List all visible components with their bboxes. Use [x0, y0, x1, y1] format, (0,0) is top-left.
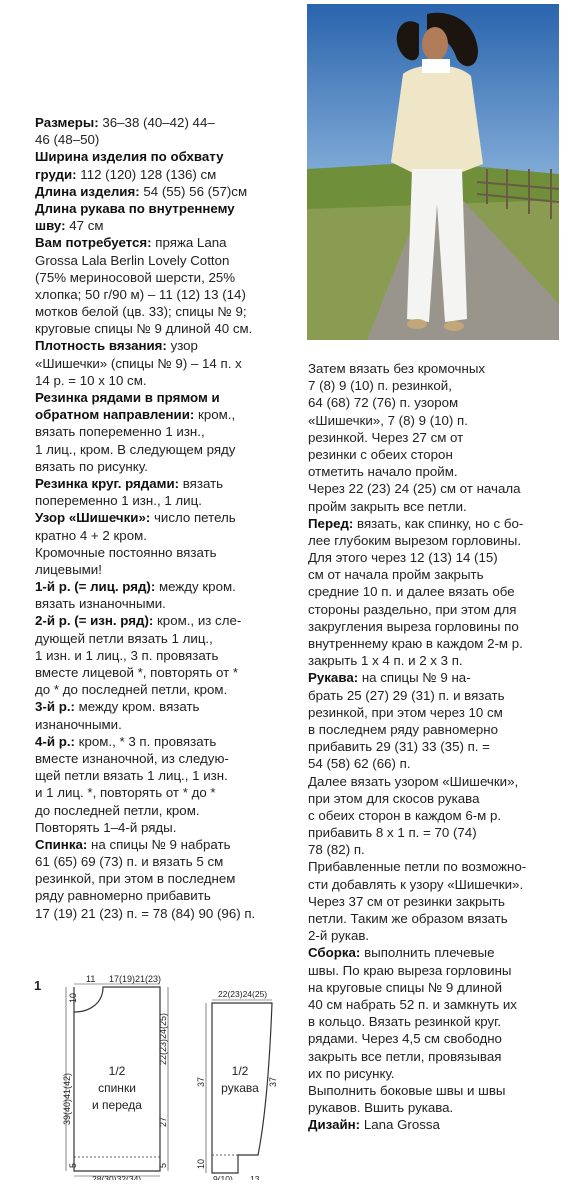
bold-lead: Узор «Шишечки»: — [35, 510, 151, 526]
right-column-line — [308, 962, 570, 979]
line-text: «Шишечки» (спицы № 9) – 14 п. х — [35, 355, 242, 371]
line-text: 17 (19) 21 (23) п. = 78 (84) 90 (96) п. — [35, 905, 256, 921]
line-text: изнаночными. — [35, 716, 122, 732]
line-text: Выполнить боковые швы и швы — [308, 1082, 506, 1098]
right-column-line — [308, 944, 570, 961]
left-column-line — [35, 750, 293, 767]
dim-rib: 5 — [158, 1162, 168, 1168]
left-column-line — [35, 286, 293, 303]
left-column-line — [35, 234, 293, 251]
line-text: щей петли вязать 1 лиц., 1 изн. — [35, 768, 228, 784]
sleeve-label-1: 1/2 — [231, 1064, 249, 1078]
line-text: резинки с обеих сторон — [308, 446, 453, 462]
line-text: кратно 4 + 2 кром. — [35, 527, 147, 543]
line-text: отметить начало пройм. — [308, 464, 458, 480]
line-text: в кольцо. Вязать резинкой круг. — [308, 1014, 502, 1030]
right-column-line — [308, 601, 570, 618]
left-column-line — [35, 148, 293, 165]
right-column-line — [308, 498, 570, 515]
bold-lead: 4-й р.: — [35, 733, 75, 749]
line-text: Lana Grossa — [360, 1117, 440, 1133]
left-column-line — [35, 612, 293, 629]
right-column-line — [308, 1099, 570, 1116]
right-column-line — [308, 738, 570, 755]
bold-lead: Плотность вязания: — [35, 338, 167, 354]
left-column-line — [35, 630, 293, 647]
line-text: рукавов. Вшить рукава. — [308, 1100, 454, 1116]
line-text: пройм закрыть все петли. — [308, 498, 467, 514]
line-text: прибавить 29 (31) 33 (35) п. = — [308, 739, 490, 755]
right-column-line — [308, 1048, 570, 1065]
bold-lead: Спинка: — [35, 836, 88, 852]
left-column-line — [35, 320, 293, 337]
dim-sleeve-len: 37 — [196, 1076, 206, 1087]
line-text: «Шишечки», 7 (8) 9 (10) п. — [308, 412, 468, 428]
right-column-line — [308, 1013, 570, 1030]
line-text: до * до последней петли, кром. — [35, 682, 228, 698]
left-column-line — [35, 647, 293, 664]
line-text: лицевыми! — [35, 561, 102, 577]
line-text: внутреннему краю в каждом 2-м р. — [308, 636, 523, 651]
left-column-line — [35, 595, 293, 612]
line-text: 64 (68) 72 (76) п. узором — [308, 395, 459, 411]
dim-neck: 10 — [68, 992, 78, 1003]
left-column-line — [35, 252, 293, 269]
right-column-line — [308, 394, 570, 411]
left-column-line — [35, 492, 293, 509]
line-text: 1 лиц., кром. В следующем ряду — [35, 441, 236, 457]
line-text: между кром. вязать — [74, 699, 200, 715]
right-column-line — [308, 1082, 570, 1099]
line-text: 7 (8) 9 (10) п. резинкой, — [308, 378, 452, 394]
right-column-line — [308, 773, 570, 790]
line-text: средние 10 п. и далее вязать обе — [308, 584, 515, 600]
bold-lead: 3-й р.: — [35, 699, 75, 715]
left-column-line — [35, 544, 293, 561]
line-text: 112 (120) 128 (136) см — [76, 166, 217, 182]
line-text: выполнить плечевые — [360, 945, 495, 961]
line-text: 78 (82) п. — [308, 842, 365, 858]
line-text: узор — [166, 338, 198, 354]
bold-lead: 2-й р. (= изн. ряд): — [35, 613, 154, 629]
left-column-line — [35, 183, 293, 200]
line-text: ряду равномерно прибавить — [35, 888, 211, 904]
bold-lead: Рукава: — [308, 670, 359, 686]
line-text: на спицы № 9 на- — [358, 670, 471, 686]
right-column-line — [308, 583, 570, 600]
line-text: рядами. Через 4,5 см свободно — [308, 1031, 502, 1047]
line-text: кром., * 3 п. провязать — [74, 733, 217, 749]
line-text: 61 (65) 69 (73) п. и вязать 5 см — [35, 854, 224, 870]
right-column-line — [308, 446, 570, 463]
bold-lead: Дизайн: — [308, 1117, 361, 1133]
dim-sleeve-bottom-a: 9(10) — [213, 1174, 233, 1180]
right-column-line — [308, 377, 570, 394]
left-column-line — [35, 441, 293, 458]
right-column-line — [308, 996, 570, 1013]
line-text: швы. По краю выреза горловины — [308, 962, 512, 978]
line-text: круговые спицы № 9 длиной 40 см. — [35, 321, 253, 337]
right-column-line — [308, 687, 570, 704]
right-column-line — [308, 515, 570, 532]
line-text: резинкой, при этом в последнем — [35, 871, 236, 887]
body-label-2: спинки — [98, 1081, 136, 1095]
line-text: Повторять 1–4-й ряды. — [35, 819, 177, 835]
line-text: вязать по рисунку. — [35, 458, 148, 474]
line-text: брать 25 (27) 29 (31) п. и вязать — [308, 687, 505, 703]
left-column-line — [35, 578, 293, 595]
dim-top-right: 17(19)21(23) — [109, 975, 162, 984]
right-column-line — [308, 549, 570, 566]
sleeve-label-2: рукава — [221, 1081, 259, 1095]
bold-lead: Перед: — [308, 515, 354, 531]
line-text: попеременно 1 изн., 1 лиц. — [35, 493, 202, 509]
line-text: между кром. — [155, 579, 236, 595]
line-text: (75% мериносовой шерсти, 25% — [35, 269, 236, 285]
bold-lead: груди: — [35, 166, 77, 182]
left-column-line — [35, 853, 293, 870]
dim-left-height: 39(40)41(42) — [62, 1072, 72, 1125]
left-column-line — [35, 681, 293, 698]
bold-lead: обратном направлении: — [35, 407, 195, 423]
bold-lead: шву: — [35, 218, 66, 234]
line-text: 47 см — [65, 218, 104, 234]
left-column-line — [35, 303, 293, 320]
left-column-line — [35, 406, 293, 423]
line-text: 54 (58) 62 (66) п. — [308, 756, 411, 772]
right-column-line — [308, 721, 570, 738]
right-column-line — [308, 841, 570, 858]
pattern-schematic — [30, 975, 300, 1180]
right-column-line — [308, 463, 570, 480]
line-text: 1 изн. и 1 лиц., 3 п. провязать — [35, 647, 219, 663]
right-column-line — [308, 910, 570, 927]
left-column-line — [35, 870, 293, 887]
right-column-line — [308, 790, 570, 807]
right-column-line — [308, 824, 570, 841]
line-text: закрыть 1 х 4 п. и 2 х 3 п. — [308, 653, 463, 669]
line-text: 2-й рукав. — [308, 928, 370, 944]
left-column-line — [35, 784, 293, 801]
left-column-line — [35, 887, 293, 904]
line-text: 40 см набрать 52 п. и замкнуть их — [308, 996, 517, 1012]
left-column-line — [35, 389, 293, 406]
line-text: Прибавленные петли по возможно- — [308, 859, 527, 875]
body-piece-outline — [74, 987, 160, 1171]
line-text: вязать, как спинку, но с бо- — [353, 515, 524, 531]
bold-lead: Ширина изделия по обхвату — [35, 149, 224, 165]
dim-sleeve-right: 13 — [250, 1174, 260, 1180]
dim-bottom: 28(30)32(34) — [92, 1174, 142, 1180]
left-column-line — [35, 819, 293, 836]
line-text: закругления выреза горловины по — [308, 618, 519, 634]
dim-rib-left: 5 — [68, 1162, 78, 1168]
left-column-line — [35, 475, 293, 492]
right-column-line — [308, 858, 570, 875]
line-text: 46 (48–50) — [35, 132, 100, 148]
right-column-line — [308, 979, 570, 996]
line-text: хлопка; 50 г/90 м) – 11 (12) 13 (14) — [35, 286, 246, 302]
line-text: петли. Таким же образом вязать — [308, 911, 508, 926]
right-column-line — [308, 669, 570, 686]
line-text: кром., из сле- — [153, 613, 242, 629]
right-column-line — [308, 532, 570, 549]
line-text: Для этого через 12 (13) 14 (15) — [308, 550, 498, 566]
right-column-line — [308, 566, 570, 583]
left-column-line — [35, 355, 293, 372]
dim-sleeve-rib: 10 — [196, 1158, 206, 1169]
line-text: вязать попеременно 1 изн., — [35, 424, 205, 440]
line-text: резинкой, при этом через 10 см — [308, 704, 503, 720]
diagram-number: 1 — [34, 978, 42, 993]
dim-sleeve-len-right: 37 — [268, 1076, 278, 1087]
left-column-line — [35, 337, 293, 354]
line-text: пряжа Lana — [151, 235, 227, 251]
line-text: см от начала пройм закрыть — [308, 567, 484, 583]
line-text: Затем вязать без кромочных — [308, 361, 486, 376]
right-column-line — [308, 807, 570, 824]
left-column-line — [35, 200, 293, 217]
left-column-line — [35, 716, 293, 733]
right-column-line — [308, 412, 570, 429]
line-text: при этом для скосов рукава — [308, 790, 480, 806]
left-column-line — [35, 802, 293, 819]
left-column-line — [35, 664, 293, 681]
bold-lead: Резинка круг. рядами: — [35, 475, 180, 491]
right-column-line — [308, 927, 570, 944]
right-column-line — [308, 429, 570, 446]
right-column-line — [308, 704, 570, 721]
left-column-line — [35, 905, 293, 922]
right-column-line — [308, 1030, 570, 1047]
left-column-line — [35, 527, 293, 544]
dim-right-side: 27 — [158, 1116, 168, 1127]
bold-lead: Длина изделия: — [35, 183, 140, 199]
bold-lead: Размеры: — [35, 115, 99, 130]
left-column-line — [35, 767, 293, 784]
line-text: Grossa Lala Berlin Lovely Cotton — [35, 252, 230, 268]
line-text: резинкой. Через 27 см от — [308, 429, 464, 445]
left-column-line — [35, 423, 293, 440]
model-photo-illustration — [307, 4, 559, 340]
right-column-line — [308, 876, 570, 893]
right-column-line — [308, 635, 570, 652]
left-column-line — [35, 114, 293, 131]
model-photo — [307, 4, 559, 340]
line-text: 14 р. = 10 х 10 см. — [35, 372, 147, 388]
right-text-column — [308, 360, 570, 1133]
line-text: Через 22 (23) 24 (25) см от начала — [308, 481, 521, 497]
line-text: 54 (55) 56 (57)см — [139, 183, 248, 199]
right-column-line — [308, 618, 570, 635]
left-column-line — [35, 269, 293, 286]
line-text: 36–38 (40–42) 44– — [98, 115, 215, 130]
right-column-line — [308, 1116, 570, 1133]
schematic-diagram — [30, 975, 300, 1180]
left-column-line — [35, 836, 293, 853]
dim-top-left: 11 — [86, 975, 96, 984]
line-text: их по рисунку. — [308, 1065, 395, 1081]
body-label-3: и переда — [92, 1098, 142, 1112]
line-text: вязать — [179, 475, 224, 491]
dim-right-armhole: 22(23)24(25) — [158, 1012, 168, 1065]
body-label-1: 1/2 — [108, 1064, 126, 1078]
right-column-line — [308, 360, 570, 377]
right-column-line — [308, 1065, 570, 1082]
line-text: Кромочные постоянно вязать — [35, 544, 217, 560]
line-text: стороны раздельно, при этом для — [308, 601, 517, 617]
line-text: сти добавлять к узору «Шишечки». — [308, 876, 524, 892]
line-text: число петель — [150, 510, 236, 526]
line-text: на круговые спицы № 9 длиной — [308, 979, 503, 995]
left-column-line — [35, 561, 293, 578]
bold-lead: 1-й р. (= лиц. ряд): — [35, 579, 156, 595]
right-column-line — [308, 480, 570, 497]
right-column-line — [308, 755, 570, 772]
line-text: вместе лицевой *, повторять от * — [35, 665, 239, 680]
right-column-line — [308, 652, 570, 669]
left-column-line — [35, 509, 293, 526]
line-text: прибавить 8 х 1 п. = 70 (74) — [308, 825, 477, 841]
left-column-line — [35, 733, 293, 750]
left-column-line — [35, 166, 293, 183]
dim-sleeve-top: 22(23)24(25) — [218, 989, 268, 999]
bold-lead: Длина рукава по внутреннему — [35, 200, 235, 216]
line-text: и 1 лиц. *, повторять от * до * — [35, 785, 216, 801]
line-text: вместе изнаночной, из следую- — [35, 750, 229, 766]
left-column-line — [35, 372, 293, 389]
line-text: закрыть все петли, провязывая — [308, 1048, 502, 1064]
bold-lead: Резинка рядами в прямом и — [35, 390, 220, 405]
right-column-line — [308, 893, 570, 910]
left-column-line — [35, 217, 293, 234]
line-text: Далее вязать узором «Шишечки», — [308, 773, 519, 789]
line-text: мотков белой (цв. 33); спицы № 9; — [35, 304, 247, 320]
left-column-line — [35, 131, 293, 148]
bold-lead: Вам потребуется: — [35, 235, 152, 251]
line-text: лее глубоким вырезом горловины. — [308, 532, 522, 548]
line-text: дующей петли вязать 1 лиц., — [35, 630, 213, 646]
left-column-line — [35, 458, 293, 475]
line-text: на спицы № 9 набрать — [87, 836, 231, 852]
left-text-column — [35, 114, 293, 922]
left-column-line — [35, 698, 293, 715]
line-text: вязать изнаночными. — [35, 596, 166, 612]
line-text: кром., — [194, 407, 236, 423]
bold-lead: Сборка: — [308, 945, 361, 961]
line-text: Через 37 см от резинки закрыть — [308, 893, 505, 909]
line-text: до последней петли, кром. — [35, 802, 200, 818]
line-text: в последнем ряду равномерно — [308, 721, 499, 737]
line-text: с обеих сторон в каждом 6-м р. — [308, 807, 502, 823]
